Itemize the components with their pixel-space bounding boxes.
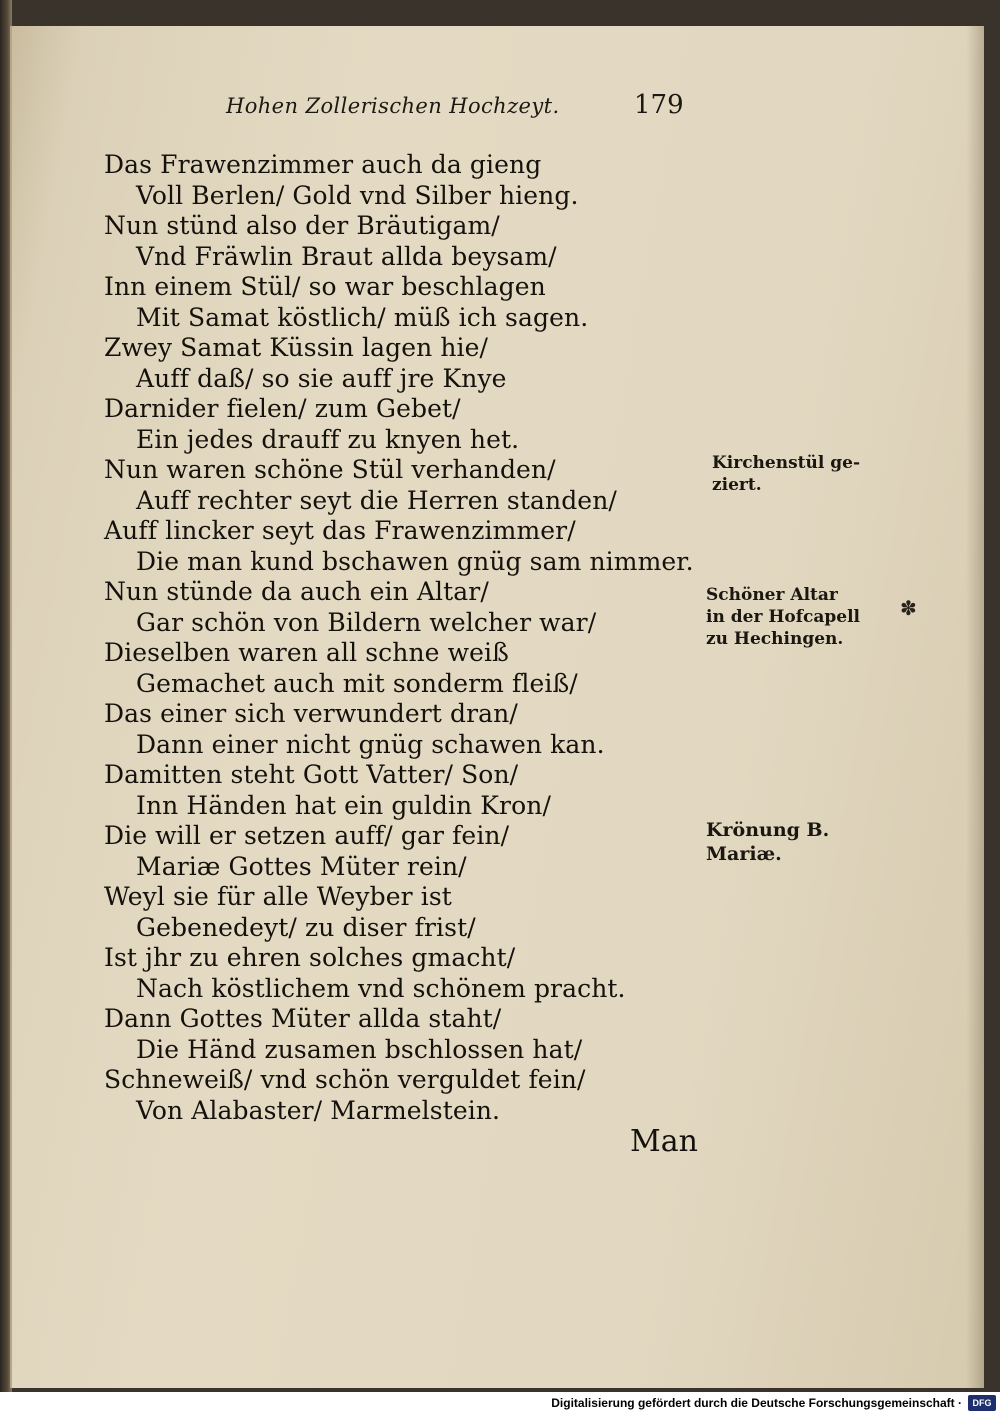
verse-line: Nun waren schöne Stül verhanden/: [104, 455, 556, 484]
verse-line: Gemachet auch mit sonderm fleiß/: [136, 668, 578, 698]
verse-line: Ein jedes drauff zu knyen het.: [136, 424, 520, 454]
dfg-logo-icon: DFG: [968, 1395, 996, 1411]
catchword: Man: [630, 1124, 698, 1159]
marginal-note-altar: [706, 584, 860, 650]
verse-line: Auff lincker seyt das Frawenzimmer/: [104, 516, 576, 545]
verse-line: Gar schön von Bildern welcher war/: [136, 607, 597, 637]
verse-line: Das einer sich verwundert dran/: [104, 699, 518, 728]
verse-line: Die Händ zusamen bschlossen hat/: [136, 1034, 583, 1064]
verse-line: Von Alabaster/ Marmelstein.: [136, 1095, 501, 1125]
verse-line: Inn Händen hat ein guldin Kron/: [136, 790, 551, 820]
verse-line: Voll Berlen/ Gold vnd Silber hieng.: [136, 180, 579, 210]
marginal-note-kirchenstuel: [712, 452, 860, 496]
verse-line: Die will er setzen auff/ gar fein/: [104, 821, 510, 850]
page-shadow: [966, 26, 984, 1388]
verse-line: Auff daß/ so sie auff jre Knye: [136, 363, 507, 393]
verse-line: Zwey Samat Küssin lagen hie/: [104, 333, 489, 362]
verse-line: Schneweiß/ vnd schön verguldet fein/: [104, 1065, 586, 1094]
ornament-flower-icon: ✽: [900, 596, 917, 620]
poem-text: [90, 150, 694, 1126]
verse-line: Nun stünd also der Bräutigam/: [104, 211, 500, 240]
marginal-note-line: Kirchenstül ge-: [712, 453, 860, 473]
verse-line: Nach köstlichem vnd schönem pracht.: [136, 973, 626, 1003]
page-number: 179: [634, 90, 684, 120]
verse-line: Weyl sie für alle Weyber ist: [104, 882, 452, 911]
funding-credit: Digitalisierung gefördert durch die Deutsche Forschungsgemeinschaft ·: [551, 1396, 962, 1410]
running-title: Hohen Zollerischen Hochzeyt.: [226, 94, 560, 118]
verse-line: Die man kund bschawen gnüg sam nimmer.: [136, 546, 694, 576]
verse-line: Ist jhr zu ehren solches gmacht/: [104, 943, 516, 972]
page-header: [226, 86, 686, 126]
verse-line: Dann einer nicht gnüg schawen kan.: [136, 729, 605, 759]
marginal-note-line: zu Hechingen.: [706, 629, 844, 649]
verse-line: Darnider fielen/ zum Gebet/: [104, 394, 461, 423]
verse-line: Damitten steht Gott Vatter/ Son/: [104, 760, 519, 789]
marginal-note-line: Mariæ.: [706, 843, 782, 865]
verse-line: Gebenedeyt/ zu diser frist/: [136, 912, 476, 942]
verse-line: Mariæ Gottes Müter rein/: [136, 851, 467, 881]
verse-line: Dieselben waren all schne weiß: [104, 638, 509, 667]
marginal-note-line: Schöner Altar: [706, 585, 838, 605]
verse-line: Das Frawenzimmer auch da gieng: [104, 150, 542, 179]
marginal-note-line: Krönung B.: [706, 819, 830, 841]
verse-line: Mit Samat köstlich/ müß ich sagen.: [136, 302, 589, 332]
verse-line: Nun stünde da auch ein Altar/: [104, 577, 489, 606]
marginal-note-kroenung: [706, 818, 829, 866]
marginal-note-line: in der Hofcapell: [706, 607, 861, 627]
verse-line: Inn einem Stül/ so war beschlagen: [104, 272, 546, 301]
verse-line: Dann Gottes Müter allda staht/: [104, 1004, 502, 1033]
footer-bar: [0, 1392, 1000, 1416]
verse-line: Auff rechter seyt die Herren standen/: [136, 485, 617, 515]
verse-line: Vnd Fräwlin Braut allda beysam/: [136, 241, 557, 271]
marginal-note-line: ziert.: [712, 475, 762, 495]
